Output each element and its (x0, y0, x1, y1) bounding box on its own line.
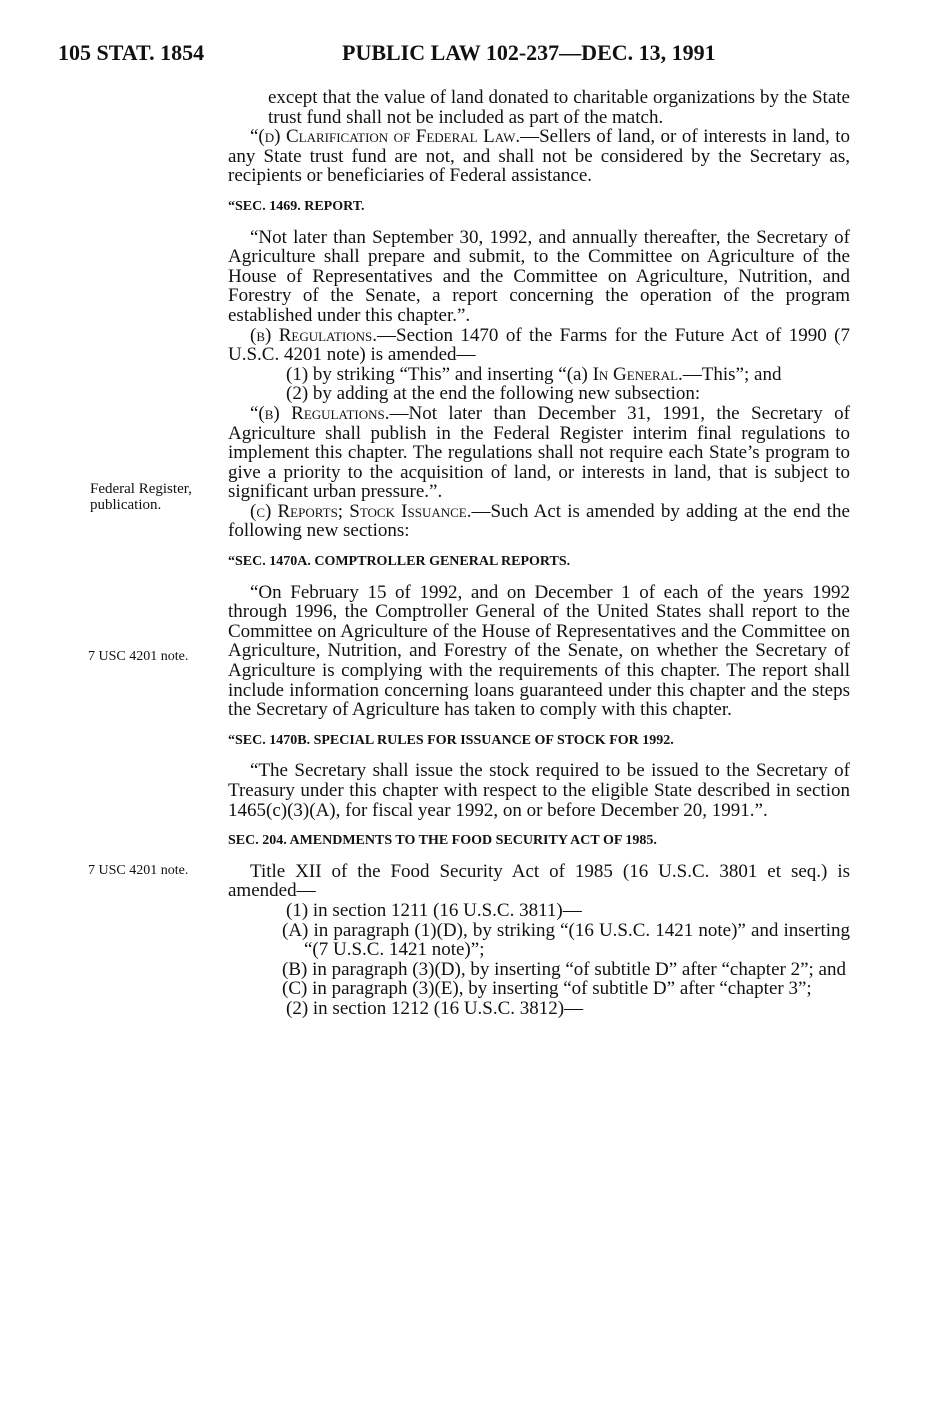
paragraph-regulations (228, 326, 850, 365)
paragraph-stock-issuance: “The Secretary shall issue the stock required to be issued to the Secretary of Treasury under this chapter with respect to the eligible State described in section 1465(c)(3)(A), for fiscal year 1992, on or before December 20, 1991.”. (228, 760, 850, 821)
margin-note-usc-1470b: 7 USC 4201 note. (88, 863, 189, 878)
section-heading-1470b: “SEC. 1470B. SPECIAL RULES FOR ISSUANCE OF STOCK FOR 1992. (228, 732, 674, 748)
paragraph-c: (C) in paragraph (3)(E), by inserting “of subtitle D” after “chapter 3”; (282, 978, 812, 1000)
paragraph-title-xii: Title XII of the Food Security Act of 1985 (16 U.S.C. 3801 et seq.) is amended— (228, 860, 850, 902)
paragraph-b: (B) in paragraph (3)(D), by inserting “of subtitle D” after “chapter 2”; and (282, 958, 846, 980)
paragraph-match: except that the value of land donated to charitable organizations by the State trust fund shall not be included as part of the match. (268, 87, 850, 128)
reports-stock-text: —Such Act is amended by adding at the end the following new sections: (228, 500, 850, 542)
in-general-heading: In General. (592, 363, 683, 385)
margin-note-usc-1470a: 7 USC 4201 note. (88, 649, 189, 664)
reports-stock-heading: (c) Reports; Stock Issuance. (250, 500, 472, 522)
margin-note-federal-register: Federal Register, publication. (90, 481, 192, 513)
section-heading-204: SEC. 204. AMENDMENTS TO THE FOOD SECURITY ACT OF 1985. (228, 833, 657, 849)
page-reference: 105 STAT. 1854 (58, 40, 205, 65)
section-heading-1469: “SEC. 1469. REPORT. (228, 198, 365, 214)
paragraph-section-1212: (2) in section 1212 (16 U.S.C. 3812)— (286, 997, 584, 1019)
regulations-heading: (b) Regulations. (250, 324, 378, 346)
paragraph-striking: (1) by striking “This” and inserting “(a) In General.—This”; and (286, 363, 782, 385)
paragraph-comptroller: “On February 15 of 1992, and on December 1 of each of the years 1992 through 1996, the Comptroller General of the United States shall report to the Committee on Agriculture of the House of Representatives and the Committee on Agriculture, Nutrition, and Forestry of the Senate, on whether the Secretary of Agriculture is complying with the requirements of this chapter. The report shall include information concerning loans guaranteed under this chapter and the steps the Secretary of Agriculture has taken to comply with this chapter. (228, 581, 850, 721)
clarification-heading: “(d) Clarification of Federal Law. (250, 126, 521, 148)
paragraph-a: (A) in paragraph (1)(D), by striking “(16 U.S.C. 1421 note)” and inserting “(7 U.S.C. 1421 note)”; (282, 919, 850, 961)
paragraph-report: “Not later than September 30, 1992, and annually thereafter, the Secretary of Agriculture shall prepare and submit, to the Committee on Agriculture of the House of Representatives and the Committee on Agriculture, Nutrition, and Forestry of the Senate, a report concerning the operation of the program established under this chapter.”. (228, 226, 850, 326)
regulations-text: —Section 1470 of the Farms for the Future Act of 1990 (7 U.S.C. 4201 note) is amended— (228, 324, 850, 366)
regulations-subsection-heading: “(b) Regulations. (250, 402, 390, 424)
paragraph-interim-regulations (228, 404, 850, 502)
regulations-subsection-text: —Not later than December 31, 1991, the Secretary of Agriculture shall publish in the Federal Register interim final regulations to implement this chapter. The regulations shall not require each State’s program to give a priority to the acquisition of land, or interests in land, that is subject to significant urban pressure.”. (228, 402, 850, 503)
body-text (228, 88, 850, 1019)
paragraph-reports-stock (228, 502, 850, 541)
paragraph-adding: (2) by adding at the end the following new subsection: (286, 383, 701, 405)
section-heading-1470a: “SEC. 1470A. COMPTROLLER GENERAL REPORTS. (228, 554, 571, 570)
page-title: PUBLIC LAW 102-237—DEC. 13, 1991 (342, 40, 716, 65)
paragraph-clarification (228, 127, 850, 186)
page-header (58, 40, 858, 70)
paragraph-section-1211: (1) in section 1211 (16 U.S.C. 3811)— (286, 899, 582, 921)
clarification-text: —Sellers of land, or of interests in land, to any State trust fund are not, and shall not be considered by the Secretary as, recipients or beneficiaries of Federal assistance. (228, 126, 850, 187)
